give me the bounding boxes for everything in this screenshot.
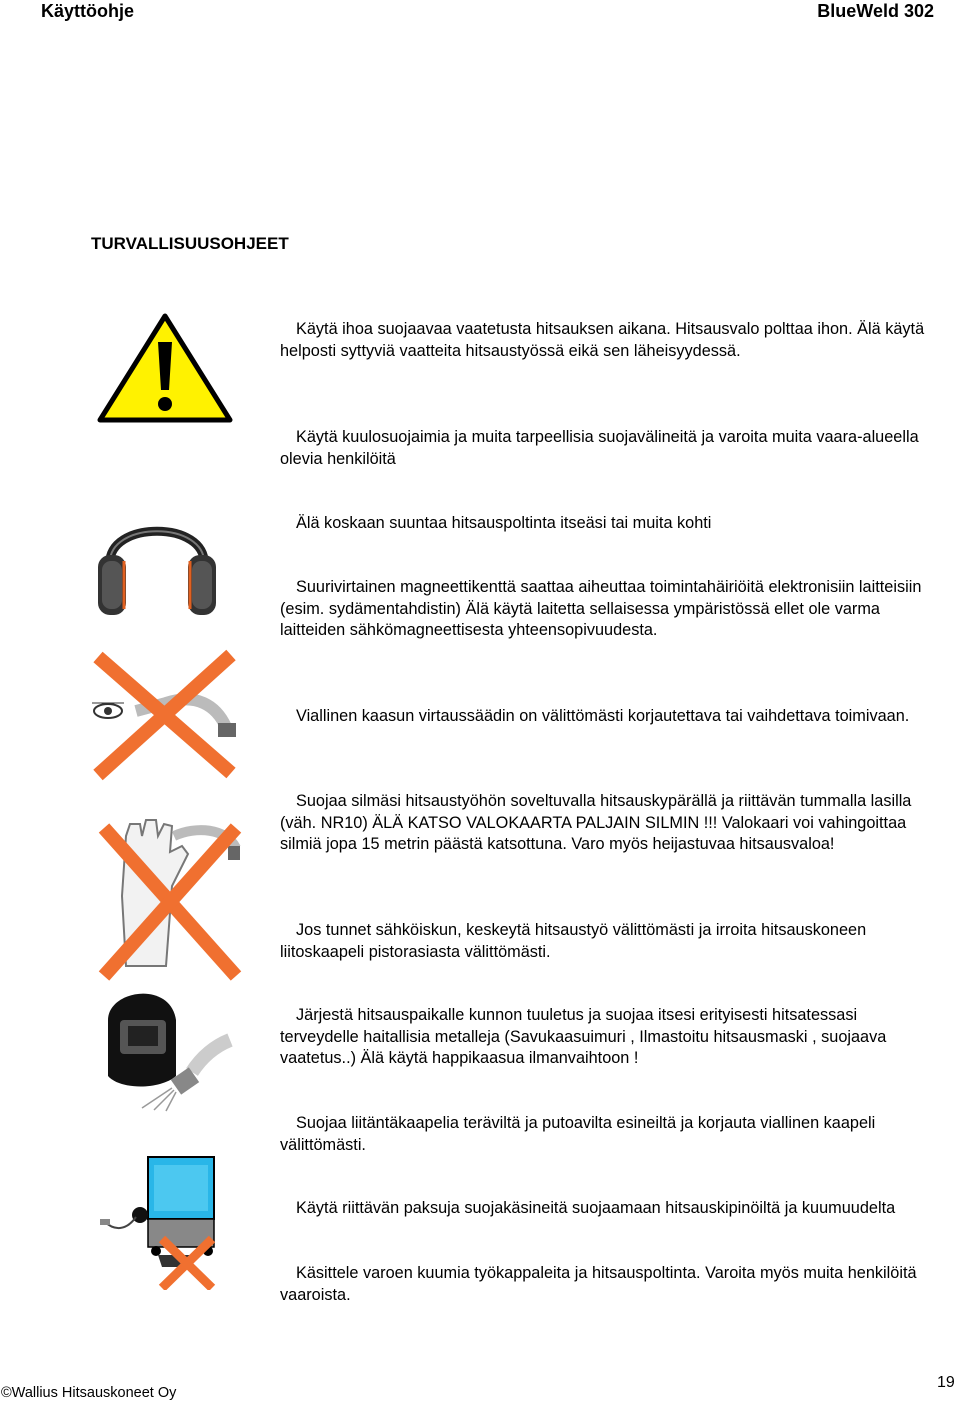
paragraph-cable-protection: Suojaa liitäntäkaapelia teräviltä ja putoavilta esineiltä ja korjauta viallinen kaapeli välittömästi. (280, 1114, 876, 1154)
paragraph-gloves: Käytä riittävän paksuja suojakäsineitä suojaamaan hitsauskipinöiltä ja kuumuudelta (296, 1199, 896, 1217)
page-number: 19 (937, 1374, 955, 1391)
paragraph-electric-shock: Jos tunnet sähköiskun, keskeytä hitsaustyö välittömästi ja irroita hitsauskoneen liitoskaapeli pistorasiasta välittömästi. (280, 921, 867, 961)
paragraph-eye-protection: Suojaa silmäsi hitsaustyöhön soveltuvalla hitsauskypärällä ja riittävän tummalla lasilla (väh. NR10) ÄLÄ KATSO VALOKAARTA PALJAIN SILMIN !!! Valokaari voi vahingoittaa silmiä jopa 15 metrin päästä katsottuna. Varo myös heijastuvaa hitsausvaloa! (280, 792, 912, 853)
header-left: Käyttöohje (41, 1, 135, 21)
paragraph-hot-workpieces: Käsittele varoen kuumia työkappaleita ja hitsauspoltinta. Varoita myös muita henkilöitä vaaroista. (280, 1264, 917, 1304)
paragraph-protective-clothing: Käytä ihoa suojaavaa vaatetusta hitsauksen aikana. Hitsausvalo polttaa ihon. Älä käytä helposti syttyviä vaatteita hitsaustyössä eikä sen läheisyydessä. (280, 320, 925, 360)
welding-helmet-icon (100, 980, 234, 1112)
paragraph-gas-regulator: Viallinen kaasun virtaussäädin on välittömästi korjautettava tai vaihdettava toimivaan. (296, 707, 910, 725)
header-right: BlueWeld 302 (817, 1, 934, 21)
paragraph-ventilation: Järjestä hitsauspaikalle kunnon tuuletus ja suojaa itsesi erityisesti hitsatessasi terveydelle haitallisia metalleja (Savukaasuimuri , Ilmastoitu hitsausmaski , suojaava vaatetus..) Älä käytä happikaasua ilmanvaihtoon ! (280, 1006, 887, 1067)
paragraph-magnetic-field: Suurivirtainen magneettikenttä saattaa aiheuttaa toimintahäiriöitä elektronisiin laitteisiin (esim. sydämentahdistin) Älä käytä laitetta sellaisessa ympäristössä ellet ole varma laitteiden sähkömagneettisesta yhteensopivuudesta. (280, 578, 922, 639)
paragraph-torch-direction: Älä koskaan suuntaa hitsauspoltinta itseäsi tai muita kohti (296, 514, 712, 532)
prohibited-torch-eye-icon (86, 645, 242, 783)
prohibited-glove-torch-icon (96, 806, 242, 982)
section-title: TURVALLISUUSOHJEET (91, 234, 289, 253)
warning-triangle-icon (97, 312, 233, 424)
ear-protector-icon (96, 505, 220, 619)
paragraph-hearing-protection: Käytä kuulosuojaimia ja muita tarpeellisia suojavälineitä ja varoita muita vaara-alueella olevia henkilöitä (280, 428, 919, 468)
prohibited-welding-cart-icon (100, 1155, 218, 1290)
footer-copyright: ©Wallius Hitsauskoneet Oy (1, 1385, 177, 1401)
